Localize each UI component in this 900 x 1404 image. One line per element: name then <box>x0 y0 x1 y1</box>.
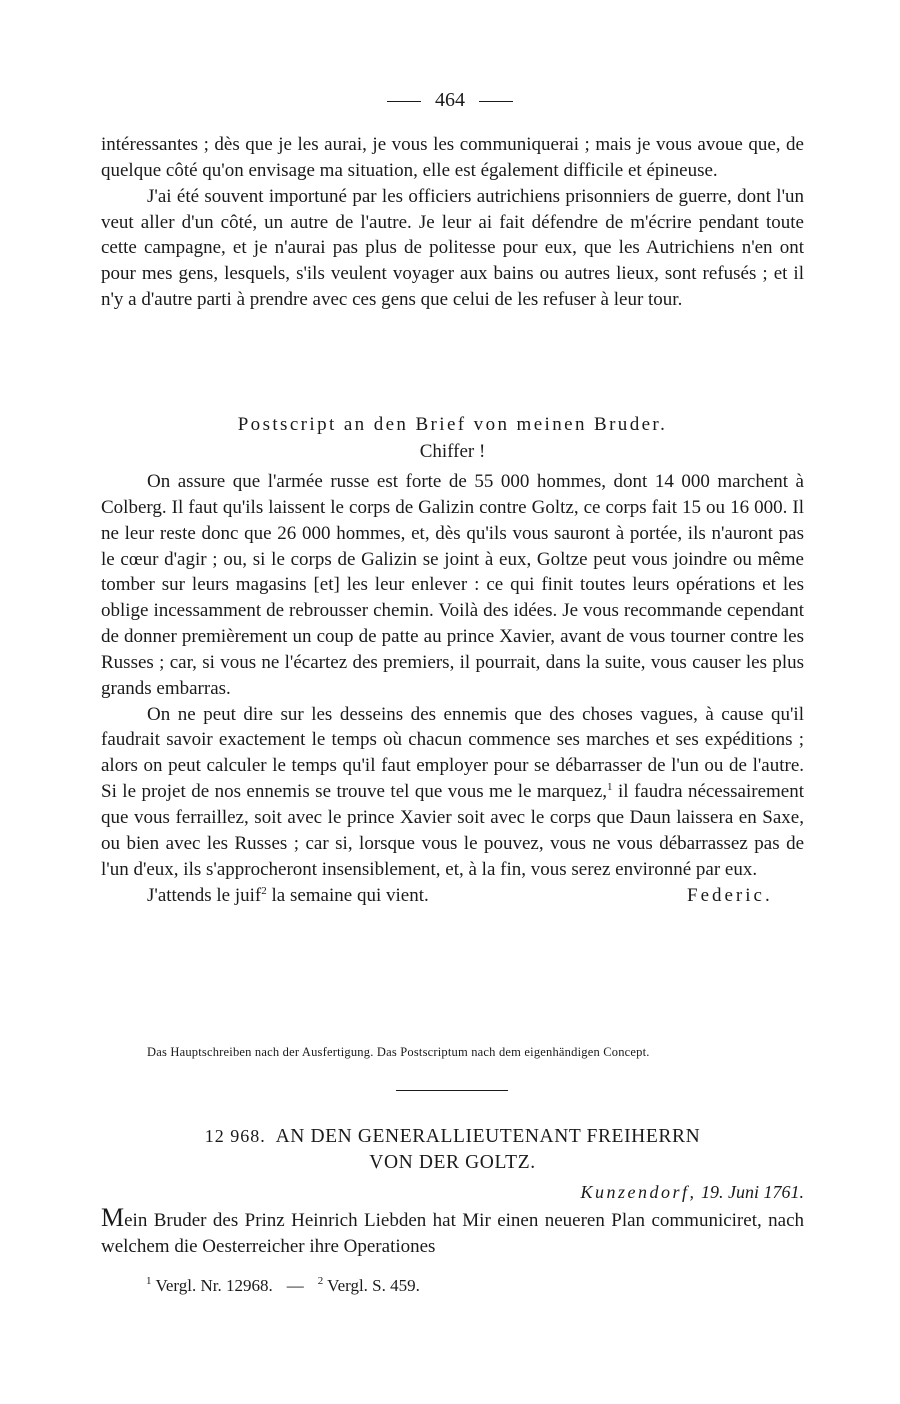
letter-body-paragraph <box>101 1205 804 1260</box>
postscript-subtitle: Chiffer ! <box>419 441 486 462</box>
dropcap-letter: M <box>101 1203 125 1232</box>
letter-number: 12 968. <box>204 1126 266 1146</box>
letter-recipient-line-1: AN DEN GENERALLIEUTENANT FREIHERRN <box>275 1126 701 1147</box>
postscript-paragraph-2-cont: il faudra nécessairement que vous ferraillez, soit avec le prince Xavier soit avec le corps que Daun laissera en Saxe, ou bien avec les Russes ; car si, lorsque vous le pouvez, vous ne vous débarrassez pas de l'un d'eux, ils s'approcheront insensiblement, et, à la fin, vous serez environné par eux. <box>101 781 804 880</box>
footnote-mark-1: 1 <box>607 781 613 794</box>
footnote-separator: — <box>286 1276 304 1295</box>
footnote-1-mark: 1 <box>146 1275 152 1287</box>
postscript-paragraph-2-text: On ne peut dire sur les desseins des ennemis que des choses vagues, à cause qu'il faudrait savoir exactement le temps où chacun commence ses marches et ses expéditions ; alors on peut calculer le temps qu'il faut employer pour se débarrasser de l'un ou de l'autre. Si le projet de nos ennemis se trouve tel que vous me le marquez, <box>101 703 804 803</box>
letter-recipient-line-2: VON DER GOLTZ. <box>369 1152 536 1173</box>
page-number-text: 464 <box>435 89 465 111</box>
dateline <box>580 1180 804 1204</box>
letter-body <box>101 1205 804 1260</box>
section-divider <box>396 1090 508 1091</box>
source-note: Das Hauptschreiben nach der Ausfertigung. Das Postscriptum nach dem eigenhändigen Concept. <box>147 1045 650 1059</box>
letter-end-paragraph-2: J'ai été souvent importuné par les officiers autrichiens prisonniers de guerre, dont l'un veut aller d'un côté, un autre de l'autre. Je leur ai fait défendre de m'écrire pendant toute cette campagne, et je n'aurai pas plus de politesse pour eux, que les Autrichiens n'en ont pour mes gens, lesquels, s'ils veulent voyager aux bains ou autres lieux, sont refusés ; et il n'y a d'autre parti à prendre avec ces gens que celui de les refuser à leur tour. <box>101 185 804 311</box>
closing-text-before: J'attends le juif <box>147 884 262 906</box>
postscript-paragraph-2 <box>101 702 804 883</box>
dateline-place: Kunzendorf, <box>580 1182 697 1202</box>
postscript-text <box>101 469 804 908</box>
dateline-date: 19. Juni 1761. <box>701 1182 804 1202</box>
postscript-closing <box>101 883 804 909</box>
page-number-dash-left <box>387 101 421 102</box>
letter-end-text <box>101 132 804 313</box>
letter-body-text: ein Bruder des Prinz Heinrich Liebden hat Mir einen neueren Plan communiciret, nach welchem die Oesterreicher ihre Operationes <box>101 1210 804 1257</box>
letter-heading <box>101 1123 804 1176</box>
closing-text-after: la semaine qui vient. <box>271 884 429 906</box>
page-number <box>0 88 900 112</box>
letter-end-paragraph-1: intéressantes ; dès que je les aurai, je vous les communiquerai ; mais je vous avoue que, de quelque côté qu'on envisage ma situation, elle est également difficile et épineuse. <box>101 134 804 181</box>
postscript-paragraph-1: On assure que l'armée russe est forte de 55 000 hommes, dont 14 000 marchent à Colberg. Il faut qu'ils laissent le corps de Galizin contre Goltz, ce corps fait 15 ou 16 000. Il ne leur reste donc que 26 000 hommes, et, dès qu'ils vous sauront à portée, ils n'auront pas le cœur d'agir ; ou, si le corps de Galizin se joint à eux, Goltze peut vous joindre ou même tomber sur leurs magasins [et] les leur enlever : ce qui finit toutes leurs opérations et les oblige incessamment de rebrousser chemin. Voilà des idées. Je vous recommande cependant de donner premièrement un coup de patte au prince Xavier, avant de vous tourner contre les Russes ; car, si vous ne l'écartez des premiers, il pourrait, dans la suite, vous causer les plus grands embarras. <box>101 471 804 699</box>
footnote-1-text: Vergl. Nr. 12968. <box>155 1276 273 1295</box>
postscript-title: Postscript an den Brief von meinen Bruder. <box>237 414 668 435</box>
letter-heading-line-1 <box>101 1123 804 1150</box>
footnote-2-text: Vergl. S. 459. <box>327 1276 420 1295</box>
signature: Federic. <box>687 884 773 906</box>
footnote-2-mark: 2 <box>317 1275 324 1287</box>
footnotes <box>146 1275 420 1297</box>
page-number-dash-right <box>479 101 513 102</box>
footnote-mark-2: 2 <box>261 884 267 897</box>
